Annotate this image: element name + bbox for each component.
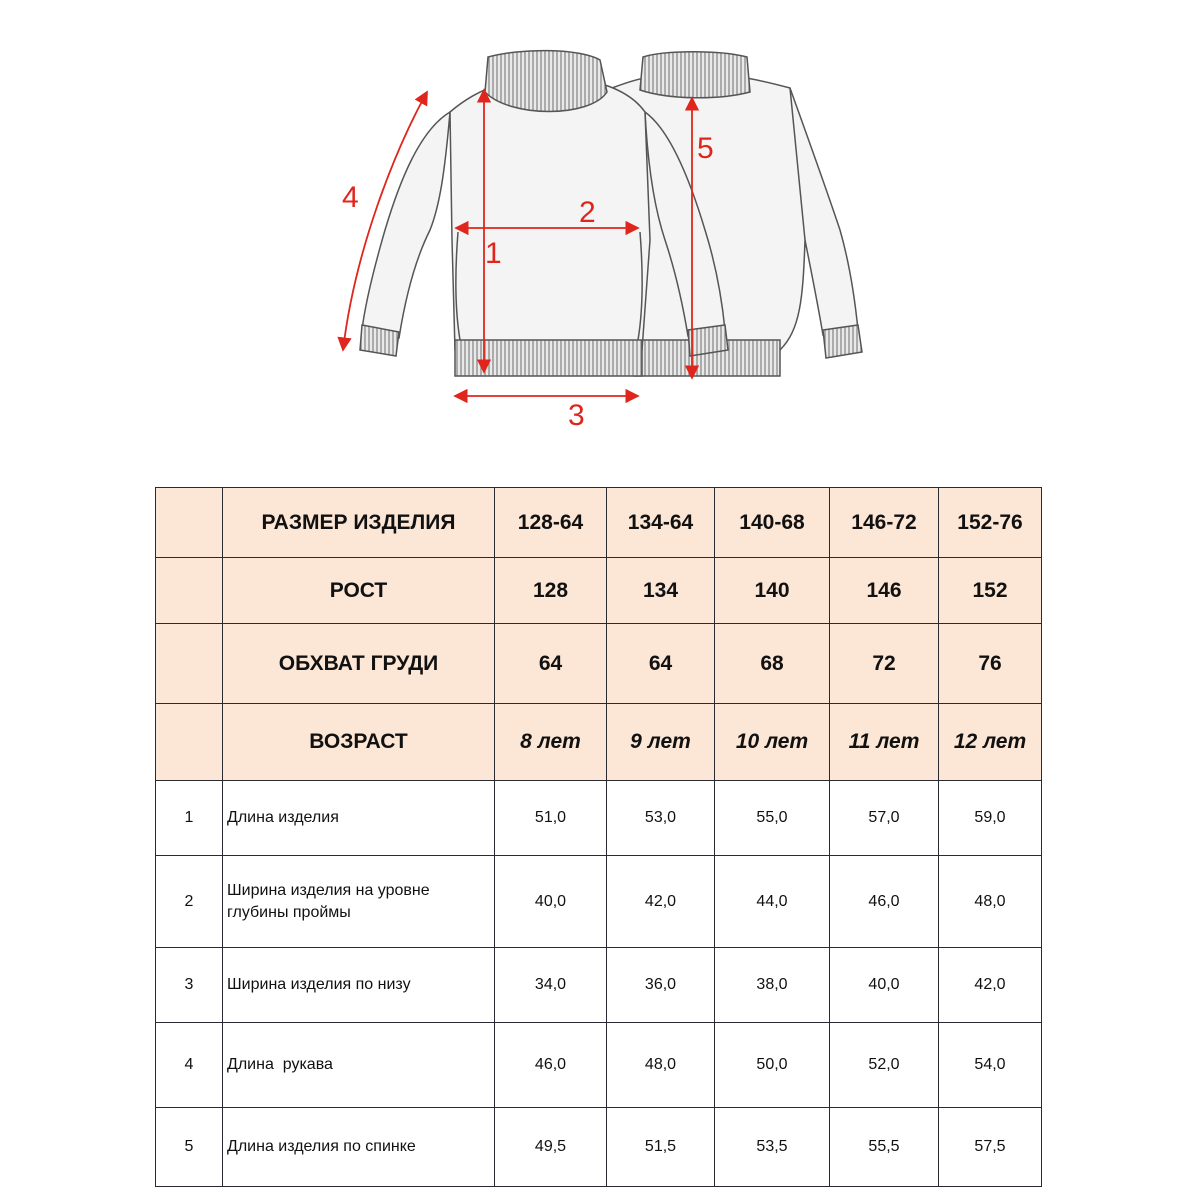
- age-value: 9 лет: [607, 704, 715, 781]
- measurement-value: 55,5: [830, 1108, 939, 1187]
- measurement-value: 57,0: [830, 781, 939, 856]
- measurement-value: 52,0: [830, 1023, 939, 1108]
- measurement-number: 2: [156, 856, 223, 948]
- header-row-size: [156, 488, 1042, 558]
- measurement-value: 53,0: [607, 781, 715, 856]
- measurement-name: Ширина изделия на уровне глубины проймы: [223, 856, 495, 948]
- measurement-value: 40,0: [495, 856, 607, 948]
- measurement-value: 54,0: [939, 1023, 1042, 1108]
- header-num-cell: [156, 624, 223, 704]
- header-row-age: [156, 704, 1042, 781]
- age-value: 12 лет: [939, 704, 1042, 781]
- header-num-cell: [156, 558, 223, 624]
- measurement-value: 55,0: [715, 781, 830, 856]
- measurement-value: 42,0: [607, 856, 715, 948]
- measurement-value: 53,5: [715, 1108, 830, 1187]
- header-num-cell: [156, 704, 223, 781]
- measurement-row: [156, 1108, 1042, 1187]
- measurement-value: 46,0: [495, 1023, 607, 1108]
- header-value: 140: [715, 558, 830, 624]
- header-value: 146: [830, 558, 939, 624]
- header-value: 72: [830, 624, 939, 704]
- header-num-cell: [156, 488, 223, 558]
- measurement-row: [156, 948, 1042, 1023]
- age-value: 10 лет: [715, 704, 830, 781]
- header-value: 76: [939, 624, 1042, 704]
- measurement-number: 1: [156, 781, 223, 856]
- header-value: 64: [607, 624, 715, 704]
- measurement-name: Длина изделия: [223, 781, 495, 856]
- measurement-row: [156, 856, 1042, 948]
- measurement-value: 51,5: [607, 1108, 715, 1187]
- header-value: 64: [495, 624, 607, 704]
- measurement-row: [156, 781, 1042, 856]
- header-row-chest: [156, 624, 1042, 704]
- dimension-label-3: 3: [568, 399, 585, 432]
- measurement-value: 34,0: [495, 948, 607, 1023]
- measurement-value: 59,0: [939, 781, 1042, 856]
- measurement-number: 5: [156, 1108, 223, 1187]
- header-value: 68: [715, 624, 830, 704]
- header-label: РАЗМЕР ИЗДЕЛИЯ: [223, 488, 495, 558]
- measurement-value: 49,5: [495, 1108, 607, 1187]
- header-value: 134: [607, 558, 715, 624]
- dimension-label-4: 4: [342, 181, 359, 214]
- measurement-name: Длина изделия по спинке: [223, 1108, 495, 1187]
- header-label: РОСТ: [223, 558, 495, 624]
- measurement-value: 57,5: [939, 1108, 1042, 1187]
- measurement-name: Ширина изделия по низу: [223, 948, 495, 1023]
- header-label: ОБХВАТ ГРУДИ: [223, 624, 495, 704]
- measurement-value: 44,0: [715, 856, 830, 948]
- measurement-value: 48,0: [939, 856, 1042, 948]
- measurement-value: 51,0: [495, 781, 607, 856]
- measurement-value: 36,0: [607, 948, 715, 1023]
- header-value: 152-76: [939, 488, 1042, 558]
- header-value: 128-64: [495, 488, 607, 558]
- measurement-value: 42,0: [939, 948, 1042, 1023]
- sweater-measurement-diagram: [0, 0, 1200, 445]
- measurement-number: 4: [156, 1023, 223, 1108]
- dimension-label-5: 5: [697, 132, 714, 165]
- header-value: 140-68: [715, 488, 830, 558]
- age-value: 11 лет: [830, 704, 939, 781]
- dimension-label-1: 1: [485, 237, 502, 270]
- header-value: 146-72: [830, 488, 939, 558]
- dimension-label-2: 2: [579, 196, 596, 229]
- measurement-number: 3: [156, 948, 223, 1023]
- measurement-value: 50,0: [715, 1023, 830, 1108]
- measurement-row: [156, 1023, 1042, 1108]
- header-value: 152: [939, 558, 1042, 624]
- header-row-height: [156, 558, 1042, 624]
- measurement-value: 38,0: [715, 948, 830, 1023]
- measurement-value: 40,0: [830, 948, 939, 1023]
- measurement-value: 48,0: [607, 1023, 715, 1108]
- header-value: 128: [495, 558, 607, 624]
- size-chart-table: [155, 487, 1042, 1187]
- measurement-value: 46,0: [830, 856, 939, 948]
- header-label: ВОЗРАСТ: [223, 704, 495, 781]
- age-value: 8 лет: [495, 704, 607, 781]
- header-value: 134-64: [607, 488, 715, 558]
- measurement-name: Длина рукава: [223, 1023, 495, 1108]
